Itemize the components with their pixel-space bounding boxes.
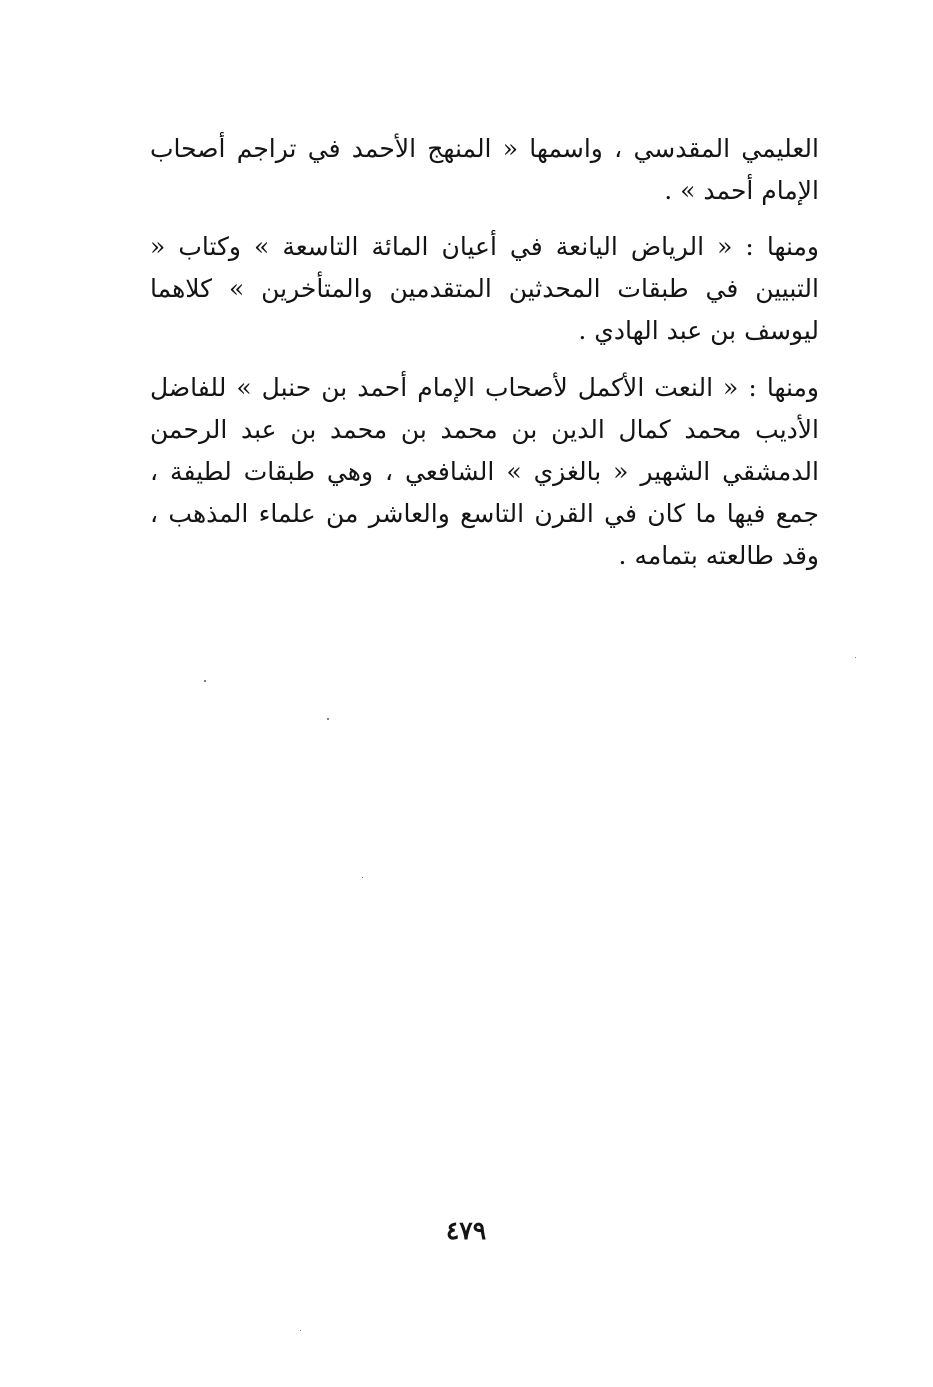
- paragraph-3-text: ومنها : « النعت الأكمل لأصحاب الإمام أحمد بن حنبل » للفاضل الأديب محمد كمال الدين بن محمد بن محمد بن عبد الرحمن الدمشقي الشهير « بالغزي » الشافعي ، وهي طبقات لطيفة ، جمع فيها ما كان في القرن التاسع والعاشر من علماء المذهب ، وقد طالعته بتمامه .: [150, 373, 819, 570]
- scan-speck: [362, 877, 363, 878]
- paragraph-1: [150, 128, 819, 212]
- paragraph-2: [150, 226, 819, 352]
- scan-speck: [300, 1330, 301, 1331]
- paragraph-2-text: ومنها : « الرياض اليانعة في أعيان المائة التاسعة » وكتاب « التبيين في طبقات المحدثين المتقدمين والمتأخرين » كلاهما ليوسف بن عبد الهادي .: [150, 232, 819, 345]
- scan-speck: [327, 718, 329, 720]
- page-number: ٤٧٩: [445, 1216, 487, 1245]
- paragraph-1-text: العليمي المقدسي ، واسمها « المنهج الأحمد في تراجم أصحاب الإمام أحمد » .: [150, 134, 819, 205]
- scan-speck: [204, 680, 206, 682]
- scan-speck: [855, 657, 856, 658]
- paragraph-3: [150, 367, 819, 577]
